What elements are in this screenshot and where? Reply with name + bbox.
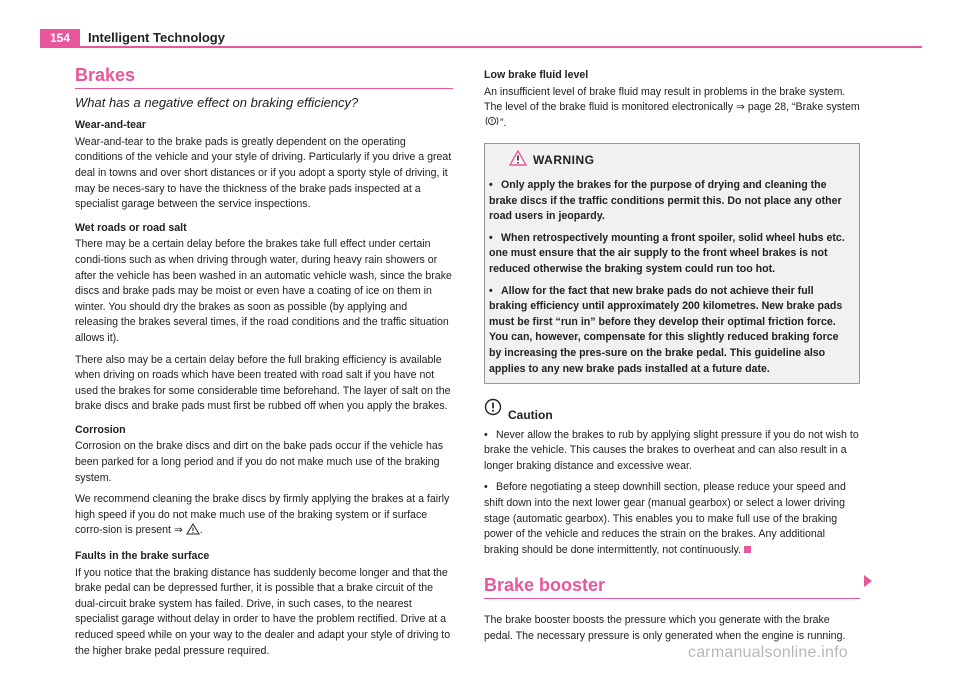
bullet-icon: • <box>489 231 493 244</box>
next-page-arrow-icon[interactable] <box>863 574 873 592</box>
bullet-icon: • <box>484 428 488 441</box>
caution-item <box>484 428 860 475</box>
caution-title: Caution <box>508 408 553 423</box>
warning-item-text: When retrospectively mounting a front spoiler, solid wheel hubs etc. one must ensure that the air supply to the front wheel brakes is not reduced otherwise the braking system could run too hot. <box>489 231 845 275</box>
brake-fluid-text-end: ”. <box>500 116 507 129</box>
brake-fluid-text <box>484 85 860 132</box>
section-title-brakes: Brakes <box>75 68 453 89</box>
warning-triangle-icon[interactable] <box>186 523 200 541</box>
wear-text: Wear-and-tear to the brake pads is greatly dependent on the operating conditions of the vehicle and your style of driving. Particularly if you drive a great deal in towns and over short distances or if you adopt a sporty style of driving, it may be neces-sary to have the thickness of the brake pads inspected at a specialist garage between the service inspections. <box>75 135 452 211</box>
warning-title: WARNING <box>533 153 595 168</box>
section-title-brake-booster: Brake booster <box>484 578 860 599</box>
page-header <box>40 29 922 47</box>
warning-box <box>484 143 860 384</box>
page-number: 154 <box>40 29 80 47</box>
brake-fluid-text-body: An insufficient level of brake fluid may result in problems in the brake system. The level of the brake fluid is monitored electronically ⇒ page 28, “Brake system <box>484 85 860 114</box>
wear-heading: Wear-and-tear <box>75 119 147 132</box>
faults-heading: Faults in the brake surface <box>75 550 210 563</box>
header-rule <box>40 46 922 48</box>
caution-icon <box>484 398 502 422</box>
corrosion-text-1: Corrosion on the brake discs and dirt on the bake pads occur if the vehicle has been parked for a long period and if you do not make much use of the braking system. <box>75 440 444 484</box>
cross-reference-arrow: ⇒ <box>173 524 183 537</box>
corrosion-text-2-body: We recommend cleaning the brake discs by firmly applying the brakes at a fairly high speed if you do not make much use of the braking system or if surface corro-sion is present <box>75 493 450 537</box>
warning-item <box>489 231 851 278</box>
brake-fluid-heading: Low brake fluid level <box>484 69 589 81</box>
warning-item <box>489 284 851 378</box>
wet-roads-text-2: There also may be a certain delay before the full braking efficiency is available when driving on roads which have been treated with road salt if you have not used the brakes for some considerable time beforehand. The layer of salt on the brake discs and brake pads must first be rubbed off when you apply the brakes. <box>75 353 451 413</box>
section-end-marker <box>744 546 751 553</box>
warning-item-text: Only apply the brakes for the purpose of drying and cleaning the brake discs if the traffic conditions permit this. Do not place any other road users in jeopardy. <box>489 178 842 223</box>
right-column <box>484 68 860 650</box>
warning-item-text: Allow for the fact that new brake pads do not achieve their full braking efficiency until approximately 200 kilometres. New brake pads must be first “run in” before they develop their optimal friction force. You can, however, compensate for this slightly reduced braking force by increasing the pres-sure on the brake pedal. This guideline also applies to any new brake pads installed at a future date. <box>489 284 843 375</box>
chapter-title: Intelligent Technology <box>88 30 225 45</box>
wet-roads-text-1: There may be a certain delay before the brakes take full effect under certain condi-tions such as when driving through water, during heavy rain showers or after the vehicle has been washed in an automatic vehicle wash, since the brake discs and brake pads may be moist or even have a coating of ice on them in winter. You should dry the brakes as soon as possible (by applying and releasing the brakes several times, if the road conditions and the traffic situation allows it). <box>75 238 452 344</box>
warning-header <box>509 150 851 172</box>
warning-item <box>489 178 851 225</box>
brake-booster-text: The brake booster boosts the pressure which you generate with the brake pedal. The necessary pressure is only generated when the engine is running. <box>484 614 846 642</box>
watermark-logo: carmanualsonline.info <box>688 644 848 661</box>
bullet-icon: • <box>484 481 488 494</box>
bullet-icon: • <box>489 284 493 297</box>
faults-text: If you notice that the braking distance has suddenly become longer and that the brake pedal can be depressed further, it is possible that a brake circuit of the dual-circuit brake system has failed. Drive, in such cases, to the nearest specialist garage without delay in order to have the problem rectified. Drive at a reduced speed while on your way to the dealer and adapt your style of driving to the higher brake pedal pressure required. <box>75 566 451 657</box>
corrosion-heading: Corrosion <box>75 423 126 436</box>
bullet-icon: • <box>489 178 493 191</box>
caution-item-text: Never allow the brakes to rub by applying slight pressure if you do not wish to brake the vehicle. This causes the brakes to overheat and can also result in a longer braking distance and excessive wear. <box>484 428 859 472</box>
brake-system-icon <box>484 117 500 129</box>
warning-triangle-icon <box>509 150 527 172</box>
caution-header <box>484 396 860 424</box>
caution-item-text: Before negotiating a steep downhill section, please reduce your speed and shift down into the next lower gear (manual gearbox) or select a lower driving stage (automatic gearbox). This enables you to make full use of the braking power of the vehicle and reduces the strain on the brakes. Any additional braking should be done intermittently, not continuously. <box>484 481 846 556</box>
corrosion-text-2 <box>75 492 453 541</box>
caution-item <box>484 480 860 558</box>
wet-roads-heading: Wet roads or road salt <box>75 221 187 234</box>
section-subtitle: What has a negative effect on braking efficiency? <box>75 94 359 110</box>
left-column <box>75 65 453 665</box>
corrosion-text-2-end: . <box>199 524 203 537</box>
